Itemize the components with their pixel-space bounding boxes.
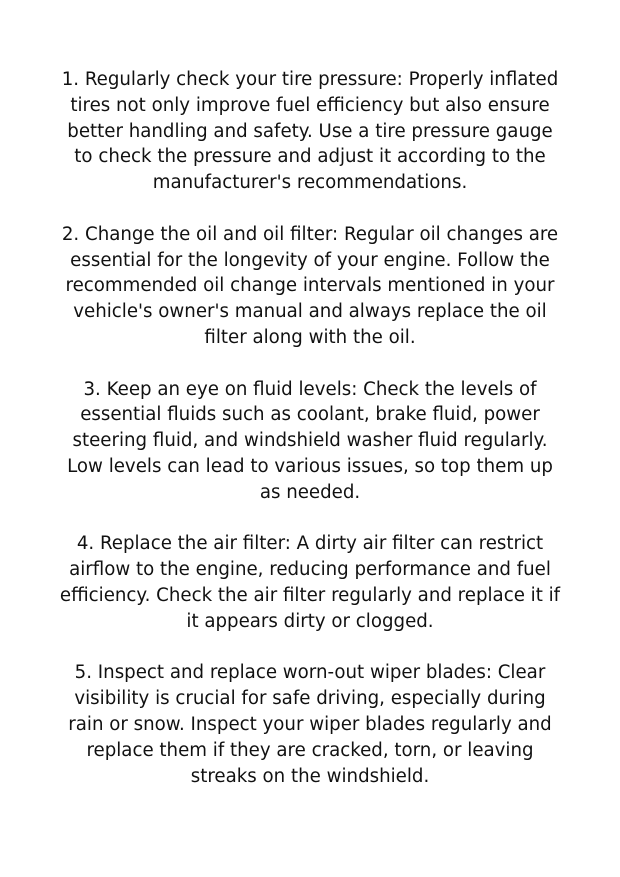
tip-3-line-3: steering fluid, and windshield washer fluid regularly. xyxy=(72,430,548,452)
tip-5-line-5: streaks on the windshield. xyxy=(190,765,430,787)
tip-3-paragraph xyxy=(55,377,565,506)
tip-2-line-3: recommended oil change intervals mentioned in your xyxy=(65,275,555,297)
tip-4-paragraph xyxy=(55,531,565,634)
tip-3-line-1: 3. Keep an eye on fluid levels: Check the levels of xyxy=(83,378,537,400)
tip-2-paragraph xyxy=(55,222,565,351)
tip-1-line-4: to check the pressure and adjust it according to the xyxy=(74,146,546,168)
tip-2-line-4: vehicle's owner's manual and always replace the oil xyxy=(73,301,547,323)
tip-2-line-5: filter along with the oil. xyxy=(204,326,416,348)
tip-3-line-4: Low levels can lead to various issues, so top them up xyxy=(67,455,553,477)
document-body xyxy=(55,67,565,789)
tip-1-line-1: 1. Regularly check your tire pressure: Properly inflated xyxy=(61,69,559,90)
tip-3-line-2: essential fluids such as coolant, brake fluid, power xyxy=(80,404,540,426)
tip-3-line-5: as needed. xyxy=(259,481,361,503)
tip-4-line-3: efficiency. Check the air filter regularly and replace it if xyxy=(59,584,561,606)
tip-5-line-4: replace them if they are cracked, torn, or leaving xyxy=(86,739,534,761)
tip-1-paragraph xyxy=(55,67,565,196)
tip-1-line-2: tires not only improve fuel efficiency but also ensure xyxy=(70,94,550,116)
tip-1-line-3: better handling and safety. Use a tire pressure gauge xyxy=(67,120,553,142)
tip-4-line-4: it appears dirty or clogged. xyxy=(186,610,434,632)
tip-2-line-2: essential for the longevity of your engine. Follow the xyxy=(70,249,550,271)
tip-5-line-3: rain or snow. Inspect your wiper blades regularly and xyxy=(68,713,552,735)
tip-2-line-1: 2. Change the oil and oil filter: Regular oil changes are xyxy=(61,223,559,245)
tip-5-paragraph xyxy=(55,660,565,789)
tip-4-line-1: 4. Replace the air filter: A dirty air filter can restrict xyxy=(76,533,544,555)
tip-1-line-5: manufacturer's recommendations. xyxy=(152,172,468,194)
tip-5-line-1: 5. Inspect and replace worn-out wiper blades: Clear xyxy=(74,662,546,684)
tip-5-line-2: visibility is crucial for safe driving, especially during xyxy=(74,688,546,710)
tip-4-line-2: airflow to the engine, reducing performance and fuel xyxy=(69,559,551,581)
